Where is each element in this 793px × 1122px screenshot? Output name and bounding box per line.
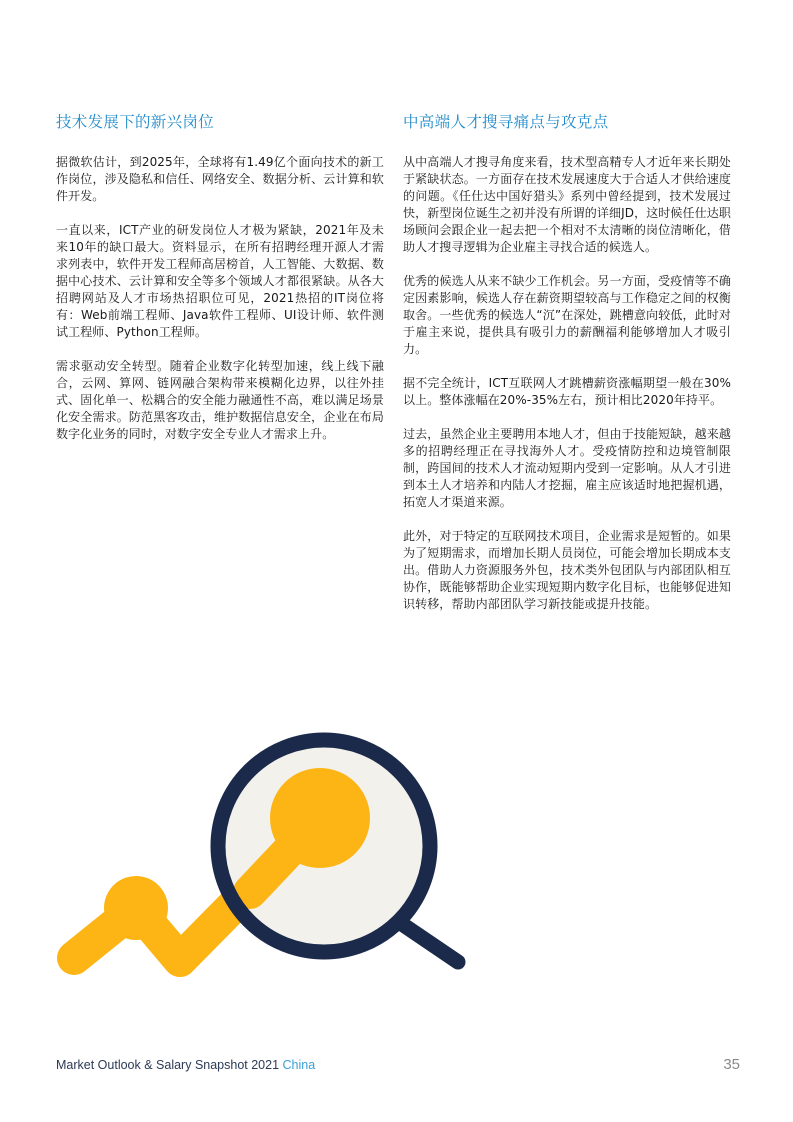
footer (56, 1058, 315, 1072)
left-paragraph: 一直以来，ICT产业的研发岗位人才极为紧缺，2021年及未来10年的缺口最大。资料显示，在所有招聘经理开源人才需求列表中，软件开发工程师高居榜首，人工智能、大数据、数据中心技术、云计算和安全等多个领域人才都很紧缺。从各大招聘网站及人才市场热招职位可见，2021热招的IT岗位将有：Web前端工程师、Java软件工程师、UI设计师、软件测试工程师、Python工程师。 (56, 223, 384, 339)
magnifier-growth-icon (40, 700, 480, 1000)
left-column (56, 110, 384, 460)
right-paragraph: 优秀的候选人从来不缺少工作机会。另一方面，受疫情等不确定因素影响，候选人存在薪资期望较高与工作稳定之间的权衡取舍。一些优秀的候选人“沉”在深处，跳槽意向较低，此时对于雇主来说，提供具有吸引力的薪酬福利能够增加人才吸引力。 (403, 274, 731, 356)
magnifier-handle (402, 924, 458, 962)
footer-title: Market Outlook & Salary Snapshot 2021 (56, 1058, 280, 1072)
left-paragraph: 据微软估计，到2025年，全球将有1.49亿个面向技术的新工作岗位，涉及隐私和信任、网络安全、数据分析、云计算和软件开发。 (56, 155, 384, 203)
right-heading: 中高端人才搜寻痛点与攻克点 (403, 113, 609, 131)
right-paragraph: 过去，虽然企业主要聘用本地人才，但由于技能短缺，越来越多的招聘经理正在寻找海外人才。受疫情防控和边境管制限制，跨国间的技术人才流动短期内受到一定影响。从人才引进到本土人才培养和内陆人才挖掘，雇主应该适时地把握机遇，拓宽人才渠道来源。 (403, 427, 731, 509)
left-paragraph: 需求驱动安全转型。随着企业数字化转型加速，线上线下融合，云网、算网、链网融合架构带来模糊化边界，以往外挂式、固化单一、松耦合的安全能力融通性不高，难以满足场景化安全需求。防范黑客攻击，维护数据信息安全，企业在布局数字化业务的同时，对数字安全专业人才需求上升。 (56, 359, 384, 441)
right-column (403, 110, 731, 630)
page-number: 35 (723, 1056, 740, 1073)
right-paragraph: 据不完全统计，ICT互联网人才跳槽薪资涨幅期望一般在30%以上。整体涨幅在20%-35%左右，预计相比2020年持平。 (403, 376, 731, 407)
right-paragraph: 从中高端人才搜寻角度来看，技术型高精专人才近年来长期处于紧缺状态。一方面存在技术发展速度大于合适人才供给速度的问题。《任仕达中国好猎头》系列中曾经提到，技术发展过快，新型岗位诞生之初并没有所谓的详细JD，这时候任仕达职场顾问会跟企业一起去把一个相对不太清晰的岗位清晰化，借助人才搜寻逻辑为企业雇主寻找合适的候选人。 (403, 155, 731, 254)
growth-node-small (104, 876, 168, 940)
growth-node-large (270, 768, 370, 868)
right-paragraph: 此外，对于特定的互联网技术项目，企业需求是短暂的。如果为了短期需求，而增加长期人员岗位，可能会增加长期成本支出。借助人力资源服务外包，技术类外包团队与内部团队相互协作，既能够帮助企业实现短期内数字化目标，也能够促进知识转移，帮助内部团队学习新技能或提升技能。 (403, 529, 731, 611)
left-heading: 技术发展下的新兴岗位 (56, 113, 215, 131)
footer-region: China (282, 1058, 316, 1072)
